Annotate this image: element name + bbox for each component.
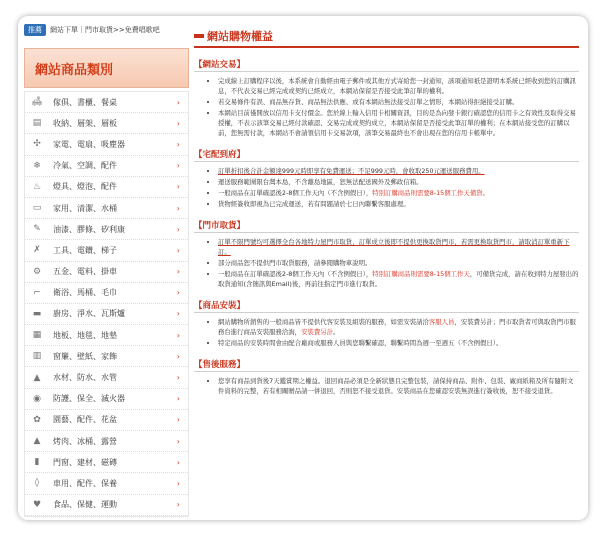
- sidebar-item-label: 冷氣、空調、配件: [53, 161, 117, 171]
- brush-icon: ✎: [33, 224, 41, 235]
- list-item: [218, 338, 579, 348]
- sidebar-item-label: 工具、電鑽、梯子: [53, 245, 117, 255]
- chevron-right-icon: ›: [176, 203, 180, 213]
- wrench-icon: ✗: [33, 245, 41, 256]
- sidebar-item[interactable]: [25, 346, 188, 367]
- section-list: [194, 166, 579, 209]
- list-item: [218, 108, 579, 138]
- sidebar-item[interactable]: [25, 495, 188, 516]
- sidebar-item[interactable]: [25, 92, 188, 113]
- chevron-right-icon: ›: [176, 224, 180, 234]
- list-item: [218, 177, 579, 187]
- breadcrumb: [24, 22, 189, 38]
- sofa-icon: 🛋: [31, 97, 43, 108]
- sidebar-item[interactable]: [25, 410, 188, 431]
- sidebar-item-label: 門窗、建材、磁磚: [53, 457, 117, 467]
- fan-icon: ✣: [33, 139, 41, 150]
- chevron-right-icon: ›: [176, 436, 180, 446]
- list-item: [218, 258, 579, 268]
- breadcrumb-text[interactable]: 網站下單｜門市取貨>>免費唱歌吧: [50, 26, 160, 34]
- sidebar-item[interactable]: [25, 367, 188, 388]
- list-item: [218, 76, 579, 96]
- chevron-right-icon: ›: [176, 267, 180, 277]
- chevron-right-icon: ›: [176, 118, 180, 128]
- car-icon: ◊: [34, 478, 40, 489]
- sidebar-item-label: 家電、電扇、吸塵器: [53, 139, 125, 149]
- sidebar-item-label: 傢俱、書櫃、餐桌: [53, 97, 117, 107]
- sidebar-item[interactable]: [25, 304, 188, 325]
- section-heading: 【宅配到府】: [194, 146, 579, 162]
- sidebar-item-label: 衛浴、馬桶、毛巾: [53, 288, 117, 298]
- item-text: ，安裝費另計；門市取貨者可與取貨門市服務台進行商品安裝服務洽詢，: [218, 318, 576, 336]
- page-title: [194, 26, 579, 48]
- sidebar-item[interactable]: [25, 156, 188, 177]
- list-item: [218, 376, 579, 396]
- chevron-right-icon: ›: [176, 330, 180, 340]
- faucet-icon: ⌐: [33, 287, 41, 298]
- pipe-icon: ▲: [33, 372, 41, 383]
- sidebar-item[interactable]: [25, 325, 188, 346]
- sidebar-item-label: 食品、保健、運動: [53, 500, 117, 510]
- category-list: [24, 91, 189, 517]
- list-item: [218, 97, 579, 107]
- item-text: ，可備貨完成，請在收到特力屋發出的取貨通知(含簡訊與Email)後，再前往指定門市進行取貨。: [218, 270, 579, 288]
- list-item: [218, 317, 579, 337]
- page-frame: [18, 16, 588, 520]
- sidebar-item-label: 油漆、膠條、矽利康: [53, 224, 125, 234]
- chevron-right-icon: ›: [176, 457, 180, 467]
- page-title-text: 網站購物權益: [207, 30, 273, 43]
- sidebar-item-label: 窗簾、壁紙、家飾: [53, 351, 117, 361]
- title-bar-icon: [194, 34, 204, 38]
- chevron-right-icon: ›: [176, 288, 180, 298]
- kitchen-icon: ▬: [32, 308, 42, 319]
- highlight-text: 特別訂購商品則需要8-15個工作天備貨。: [372, 189, 489, 197]
- list-item: [218, 199, 579, 209]
- section-list: [194, 76, 579, 138]
- sidebar-item[interactable]: [25, 113, 188, 134]
- left-column: [24, 22, 189, 520]
- chevron-right-icon: ›: [176, 394, 180, 404]
- item-text: 部分商品恕不提供門市取貨服務，請參閱購物車說明。: [218, 259, 372, 267]
- curtain-icon: ▥: [32, 351, 42, 362]
- item-text: 特定商品的安裝時間會由配合廠商或服務人員與您聯繫確認，聯繫時間為週一至週五（不含例假日）。: [218, 339, 503, 347]
- chevron-right-icon: ›: [176, 161, 180, 171]
- item-text: 訂單折扣後合計金額達999元時即享有免費運送；不足999元時，會收取250元運送服務費用。: [218, 167, 485, 175]
- highlight-text: 特別訂購商品則需要8-15個工作天: [372, 270, 470, 278]
- sidebar-item[interactable]: [25, 473, 188, 494]
- item-text: 運送服務範圍限台灣本島，不含離島地區，恕無法配送國外及郵政信箱。: [218, 178, 423, 186]
- sidebar-item[interactable]: [25, 283, 188, 304]
- item-text: 。: [333, 328, 340, 336]
- sidebar-item-label: 家用、清潔、水桶: [53, 203, 117, 213]
- sidebar-item-label: 收納、層架、層板: [53, 118, 117, 128]
- sidebar-item-label: 水材、防水、水管: [53, 373, 117, 383]
- main-content: [194, 26, 579, 516]
- chevron-right-icon: ›: [176, 500, 180, 510]
- gear-icon: ⚙: [32, 266, 42, 277]
- highlight-text: 客服人員: [428, 318, 455, 326]
- section-list: [194, 317, 579, 348]
- sidebar-item-label: 廚房、淨水、瓦斯爐: [53, 309, 125, 319]
- item-text: 一般商品在訂單確認後2-8個工作天內（不含例假日），: [218, 189, 373, 197]
- section-heading: 【商品安裝】: [194, 297, 579, 313]
- cabinet-icon: ▤: [32, 118, 42, 129]
- section-list: [194, 376, 579, 396]
- highlight-text: 安裝費另計: [301, 328, 334, 336]
- item-text: 本網站目前僅開放以信用卡支付價金。您於線上輸入信用卡相關資訊，目的是為向發卡銀行確認您的信用卡之有效性及取得交易授權，不表示該筆交易已經付款確認、交易完成或契約成立，本網站保留是否接受此筆訂單的權利；在本網站接受您的訂購以前，您無需付款，本網站不會請領信用卡交易款項，該筆交易最終也不會出現在您的信用卡帳單中。: [218, 109, 576, 137]
- sidebar-item-label: 車用、配件、保養: [53, 478, 117, 488]
- chevron-right-icon: ›: [176, 373, 180, 383]
- breadcrumb-tag[interactable]: 推薦: [24, 24, 46, 36]
- item-text: 網站購物所銷售的一般商品皆不提供代客安裝及組裝的服務，如需安裝請洽: [218, 318, 429, 326]
- item-text: 一般商品在訂單確認後2-8個工作天內（不含例假日），: [218, 270, 373, 278]
- chevron-right-icon: ›: [176, 139, 180, 149]
- shield-icon: ◉: [33, 393, 41, 404]
- item-text: 完成線上訂購程序以後，本系統會自動經由電子郵件或其他方式寄給您一封通知，該項通知祇是證明本系統已經收到您的訂購訊息，不代表交易已經完成或契約已經成立，本網站保留是否接受此筆訂單的權利。: [218, 77, 576, 95]
- section-heading: 【門市取貨】: [194, 217, 579, 233]
- category-title: 網站商品類別: [24, 48, 189, 88]
- list-item: [218, 237, 579, 257]
- sidebar-item[interactable]: [25, 134, 188, 155]
- item-text: 若交易條件有誤、商品無存貨、商品無法供應、或有本網站無法接受訂單之情形，本網站得拒絕接受訂購。: [218, 98, 519, 106]
- snowflake-icon: ❄: [33, 160, 41, 171]
- chevron-right-icon: ›: [176, 309, 180, 319]
- sidebar-item-label: 燈具、燈泡、配件: [53, 182, 117, 192]
- section-heading: 【售後服務】: [194, 356, 579, 372]
- item-text: 您享有商品到貨後7天鑑賞期之權益。退回商品必須是全新狀態且完整包裝，請保持商品、附件、包裝、廠商紙箱及所有隨附文件資料的完整，若有相關贈品請一併退回，否則恕不接受退貨。安裝商品在您確認安裝無誤進行簽收後，恕不接受退貨。: [218, 377, 574, 395]
- sidebar-item[interactable]: [25, 389, 188, 410]
- item-text: 訂單不限門號均可選擇全台各地特力屋門市取貨，訂單成立後即不提供更換取貨門市，若需更換取貨門市，請取消訂單重新下訂。: [218, 238, 570, 256]
- bed-icon: ▭: [32, 203, 42, 214]
- food-icon: ♥: [32, 499, 42, 510]
- section-heading: 【網站交易】: [194, 56, 579, 72]
- flower-icon: ✿: [33, 414, 41, 425]
- sidebar-item[interactable]: [25, 198, 188, 219]
- tile-icon: ▦: [32, 330, 42, 341]
- policy-sections: [194, 56, 579, 396]
- chevron-right-icon: ›: [176, 478, 180, 488]
- list-item: [218, 188, 579, 198]
- item-text: 貨物經簽收即視為已完成運送，若有問題請於七日內聯繫客服處理。: [218, 200, 410, 208]
- sidebar-item-label: 園藝、配件、花盆: [53, 415, 117, 425]
- sidebar-item[interactable]: [25, 452, 188, 473]
- chevron-right-icon: ›: [176, 182, 180, 192]
- sidebar-item-label: 防護、保全、滅火器: [53, 394, 125, 404]
- grill-icon: ▲: [33, 436, 41, 447]
- sidebar-item-label: 烤肉、冰桶、露營: [53, 436, 117, 446]
- list-item: [218, 166, 579, 176]
- sidebar-item[interactable]: [25, 262, 188, 283]
- chevron-right-icon: ›: [176, 415, 180, 425]
- list-item: [218, 269, 579, 289]
- sidebar-item[interactable]: [25, 219, 188, 240]
- sidebar-item[interactable]: [25, 431, 188, 452]
- chevron-right-icon: ›: [176, 97, 180, 107]
- sidebar-item[interactable]: [25, 177, 188, 198]
- sidebar-item[interactable]: [25, 240, 188, 261]
- section-list: [194, 237, 579, 289]
- door-icon: ▮: [34, 457, 40, 468]
- sidebar-item-label: 五金、電料、掛車: [53, 267, 117, 277]
- sidebar-item-label: 地板、地毯、地墊: [53, 330, 117, 340]
- chevron-right-icon: ›: [176, 245, 180, 255]
- lamp-icon: ♨: [32, 181, 42, 192]
- chevron-right-icon: ›: [176, 351, 180, 361]
